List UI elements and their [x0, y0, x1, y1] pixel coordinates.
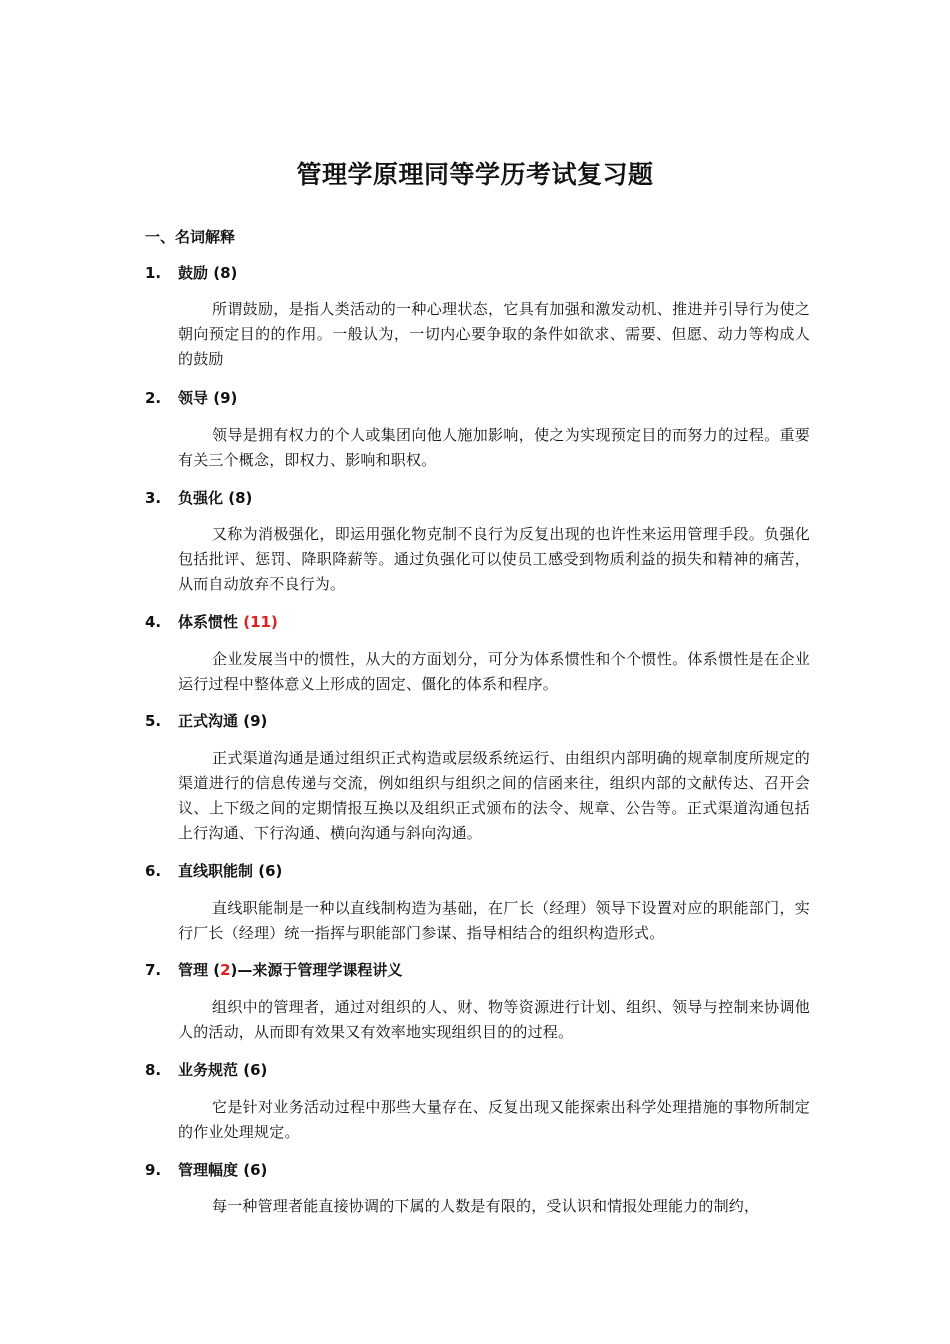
term-name: 体系惯性	[178, 613, 244, 631]
term-definition: 又称为消极强化，即运用强化物克制不良行为反复出现的也许性来运用管理手段。负强化包括批评、惩罚、降职降薪等。通过负强化可以使员工感受到物质利益的损失和精神的痛苦，从而自动放弃不良行为。	[178, 525, 810, 593]
term-name: 正式沟通 (9)	[178, 712, 268, 730]
term-heading	[145, 388, 845, 408]
term-name: 管理 (	[178, 961, 221, 979]
term-name-suffix: )—来源于管理学课程讲义	[230, 961, 403, 979]
term-name: 领导 (9)	[178, 389, 238, 407]
term-score-highlight: (11)	[243, 613, 278, 631]
term-number: 7.	[145, 961, 162, 979]
term-name: 业务规范 (6)	[178, 1061, 268, 1079]
term-heading	[145, 1060, 845, 1080]
term-definition: 组织中的管理者，通过对组织的人、财、物等资源进行计划、组织、领导与控制来协调他人的活动，从而即有效果又有效率地实现组织目的的过程。	[178, 998, 810, 1041]
term-definition: 直线职能制是一种以直线制构造为基础，在厂长（经理）领导下设置对应的职能部门，实行厂长（经理）统一指挥与职能部门参谋、指导相结合的组织构造形式。	[178, 899, 810, 942]
term-number: 8.	[145, 1061, 162, 1079]
term-heading	[145, 1160, 845, 1180]
term-definition: 它是针对业务活动过程中那些大量存在、反复出现又能探索出科学处理措施的事物所制定的作业处理规定。	[178, 1098, 810, 1141]
term-definition: 领导是拥有权力的个人或集团向他人施加影响，使之为实现预定目的而努力的过程。重要有关三个概念，即权力、影响和职权。	[178, 426, 810, 469]
term-heading	[145, 861, 845, 881]
term-definition: 企业发展当中的惯性，从大的方面划分，可分为体系惯性和个个惯性。体系惯性是在企业运行过程中整体意义上形成的固定、僵化的体系和程序。	[178, 650, 810, 693]
term-heading	[145, 263, 845, 283]
term-heading	[145, 488, 845, 508]
term-name: 管理幅度 (6)	[178, 1161, 268, 1179]
term-definition: 正式渠道沟通是通过组织正式构造或层级系统运行、由组织内部明确的规章制度所规定的渠道进行的信息传递与交流，例如组织与组织之间的信函来往，组织内部的文献传达、召开会议、上下级之间的定期情报互换以及组织正式颁布的法令、规章、公告等。正式渠道沟通包括上行沟通、下行沟通、横向沟通与斜向沟通。	[178, 749, 810, 842]
term-definition: 每一种管理者能直接协调的下属的人数是有限的，受认识和情报处理能力的制约，	[212, 1197, 760, 1215]
term-heading	[145, 960, 845, 980]
page-title: 管理学原理同等学历考试复习题	[296, 160, 654, 189]
section-heading: 一、名词解释	[145, 228, 236, 246]
term-number: 2.	[145, 389, 162, 407]
term-name: 直线职能制 (6)	[178, 862, 283, 880]
term-heading	[145, 711, 845, 731]
term-number: 1.	[145, 264, 162, 282]
term-number: 5.	[145, 712, 162, 730]
term-name: 鼓励 (8)	[178, 264, 238, 282]
term-definition: 所谓鼓励，是指人类活动的一种心理状态，它具有加强和激发动机、推进并引导行为使之朝向预定目的的作用。一般认为，一切内心要争取的条件如欲求、需要、但愿、动力等构成人的鼓励	[178, 300, 810, 368]
term-score-highlight: 2	[220, 961, 231, 979]
term-number: 4.	[145, 613, 162, 631]
term-number: 3.	[145, 489, 162, 507]
term-name: 负强化 (8)	[178, 489, 253, 507]
term-number: 6.	[145, 862, 162, 880]
term-number: 9.	[145, 1161, 162, 1179]
term-heading	[145, 612, 845, 632]
